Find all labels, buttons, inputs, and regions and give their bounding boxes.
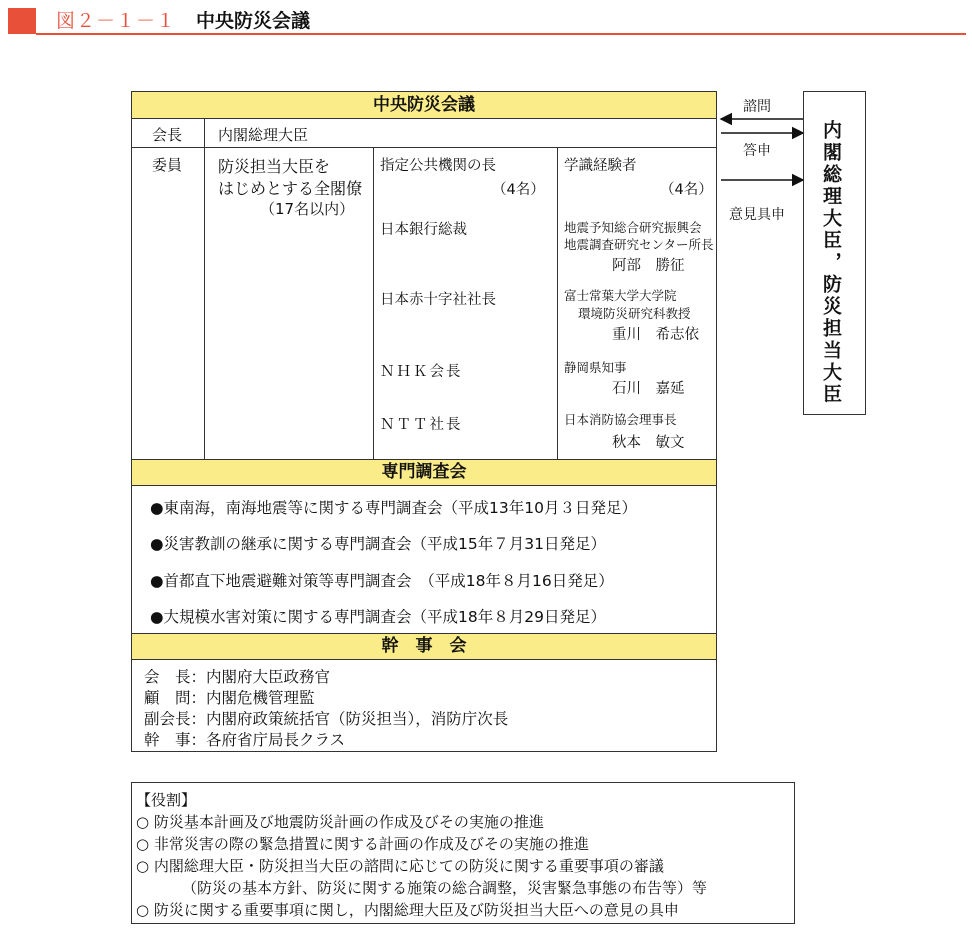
prime-minister-box bbox=[803, 91, 866, 415]
agency-item: 日本赤十字社社長 bbox=[380, 292, 496, 308]
committee-item: ●首都直下地震避難対策等専門調査会 （平成18年８月16日発足） bbox=[150, 572, 614, 590]
roles-box bbox=[131, 782, 795, 924]
public-agencies-count: （4名） bbox=[492, 182, 545, 198]
expert-org: 環境防災研究科教授 bbox=[578, 306, 691, 321]
role-item: ○ 防災に関する重要事項に関し，内閣総理大臣及び防災担当大臣への意見の具申 bbox=[136, 901, 679, 919]
chair-row-divider bbox=[132, 147, 716, 148]
figure-header bbox=[0, 0, 972, 38]
secretary-item: 顧 問：内閣危機管理監 bbox=[144, 689, 315, 707]
committee-item: ●災害教訓の継承に関する専門調査会（平成15年７月31日発足） bbox=[150, 535, 606, 553]
council-box bbox=[131, 91, 717, 752]
council-band: 中央防災会議 bbox=[132, 92, 716, 119]
header-rule bbox=[36, 33, 966, 35]
chair-value: 内閣総理大臣 bbox=[218, 126, 309, 144]
secretary-item: 幹 事：各府省庁局長クラス bbox=[144, 731, 346, 749]
roles-title: 【役割】 bbox=[136, 791, 197, 809]
members-label: 委員 bbox=[152, 156, 183, 174]
expert-org: 地震予知総合研究振興会 bbox=[564, 220, 702, 235]
role-item: ○ 内閣総理大臣・防災担当大臣の諮問に応じての防災に関する重要事項の審議 bbox=[136, 857, 664, 875]
secretary-item: 会 長：内閣府大臣政務官 bbox=[144, 668, 331, 686]
figure-title: 中央防災会議 bbox=[196, 10, 311, 32]
expert-name: 阿部 勝征 bbox=[612, 258, 685, 274]
cabinet-line3: （17名以内） bbox=[260, 200, 355, 218]
col1-divider bbox=[373, 147, 374, 459]
figure-number: 図２－１－１ bbox=[56, 10, 177, 32]
prime-minister-text: 内閣総理大臣，防災担当大臣 bbox=[820, 120, 842, 406]
role-item: ○ 非常災害の際の緊急措置に関する計画の作成及びその実施の推進 bbox=[136, 835, 589, 853]
expert-org: 静岡県知事 bbox=[564, 360, 627, 375]
agency-item: 日本銀行総裁 bbox=[380, 222, 467, 238]
public-agencies-header: 指定公共機関の長 bbox=[380, 158, 496, 174]
label-column-divider bbox=[204, 119, 205, 459]
experts-count: （4名） bbox=[660, 182, 713, 198]
secretaries-band: 幹 事 会 bbox=[132, 633, 716, 660]
role-item-detail: （防災の基本方針、防災に関する施策の総合調整，災害緊急事態の布告等）等 bbox=[182, 879, 708, 897]
chair-label: 会長 bbox=[152, 126, 183, 144]
report-label: 答申 bbox=[743, 143, 771, 159]
expert-name: 秋本 敏文 bbox=[612, 435, 685, 451]
committee-item: ●東南海，南海地震等に関する専門調査会（平成13年10月３日発足） bbox=[150, 499, 637, 517]
agency-item: ＮＨＫ会長 bbox=[380, 364, 463, 380]
expert-org: 日本消防協会理事長 bbox=[564, 412, 677, 427]
consult-label: 諮問 bbox=[743, 99, 771, 115]
expert-name: 重川 希志依 bbox=[612, 327, 699, 343]
expert-name: 石川 嘉延 bbox=[612, 381, 685, 397]
expert-org: 富士常葉大学大学院 bbox=[564, 288, 677, 303]
header-accent-block bbox=[8, 8, 36, 34]
role-item: ○ 防災基本計画及び地震防災計画の作成及びその実施の推進 bbox=[136, 813, 544, 831]
committee-item: ●大規模水害対策に関する専門調査会（平成18年８月29日発足） bbox=[150, 608, 606, 626]
agency-item: ＮＴＴ社長 bbox=[380, 417, 463, 433]
secretary-item: 副会長：内閣府政策統括官（防災担当），消防庁次長 bbox=[144, 710, 509, 728]
cabinet-line1: 防災担当大臣を bbox=[218, 157, 331, 176]
experts-header: 学識経験者 bbox=[564, 158, 637, 174]
committees-band: 専門調査会 bbox=[132, 459, 716, 486]
opinion-label: 意見具申 bbox=[729, 207, 785, 223]
expert-org: 地震調査研究センター所長 bbox=[564, 237, 714, 252]
cabinet-line2: はじめとする全閣僚 bbox=[218, 179, 363, 198]
col2-divider bbox=[557, 147, 558, 459]
